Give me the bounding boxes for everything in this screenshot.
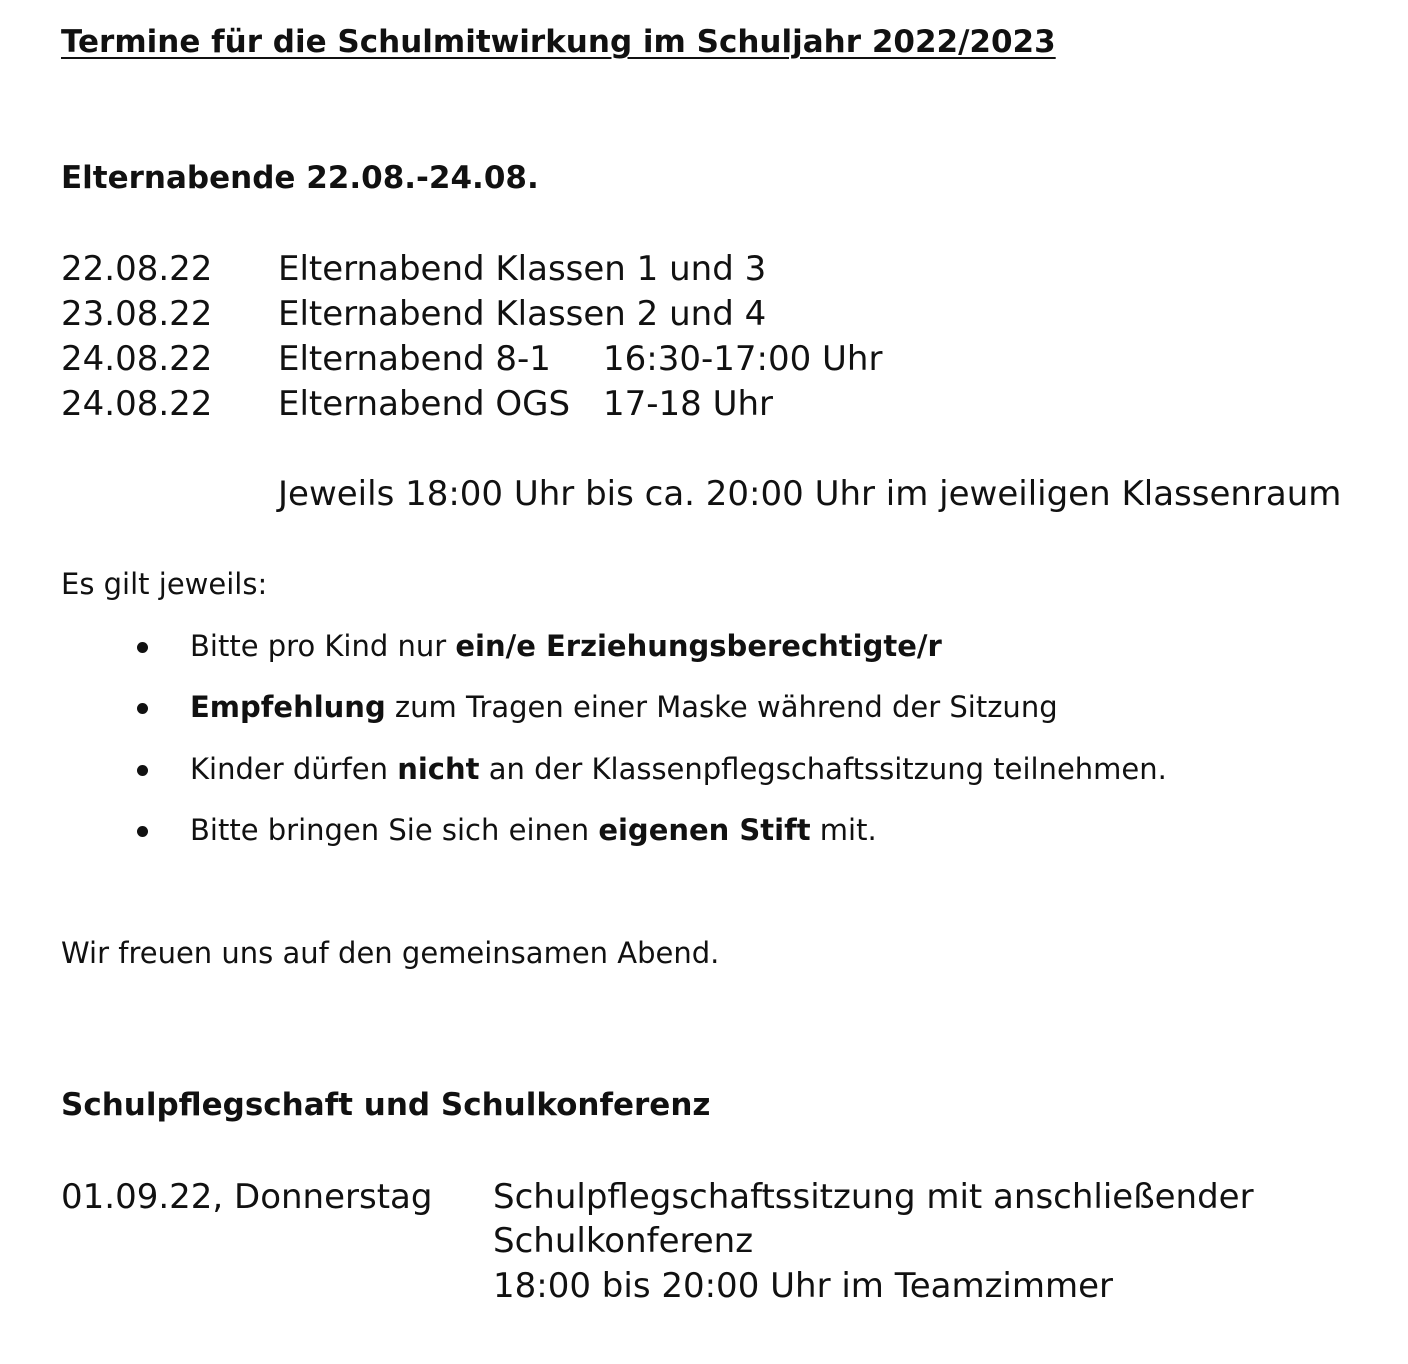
event-time: 17-18 Uhr <box>603 384 774 424</box>
event-time: 16:30-17:00 Uhr <box>603 339 883 379</box>
section-heading-elternabende: Elternabende 22.08.-24.08. <box>61 160 539 196</box>
event-date: 24.08.22 <box>61 339 213 379</box>
event-description: Elternabend Klassen 2 und 4 <box>278 294 767 334</box>
bullet-icon <box>137 642 148 653</box>
event-date: 23.08.22 <box>61 294 213 334</box>
event-date: 22.08.22 <box>61 249 213 289</box>
event-description: Elternabend 8-1 <box>278 339 551 379</box>
bullet-icon <box>137 703 148 714</box>
section-heading-schulpflegschaft: Schulpflegschaft und Schulkonferenz <box>61 1087 711 1123</box>
meeting-line: Schulpflegschaftssitzung mit anschließender <box>493 1177 1254 1217</box>
list-item-text: Bitte pro Kind nur ein/e Erziehungsberechtigte/r <box>190 629 942 663</box>
meeting-line: 18:00 bis 20:00 Uhr im Teamzimmer <box>493 1266 1114 1306</box>
meeting-date: 01.09.22, Donnerstag <box>61 1177 433 1217</box>
bullet-icon <box>137 826 148 837</box>
list-item-text: Bitte bringen Sie sich einen eigenen Stift mit. <box>190 813 877 847</box>
list-item-text: Kinder dürfen nicht an der Klassenpflegschaftssitzung teilnehmen. <box>190 752 1167 786</box>
document-title: Termine für die Schulmitwirkung im Schuljahr 2022/2023 <box>61 24 1056 60</box>
meeting-line: Schulkonferenz <box>493 1221 754 1261</box>
list-item-text: Empfehlung zum Tragen einer Maske während der Sitzung <box>190 690 1058 724</box>
event-date: 24.08.22 <box>61 384 213 424</box>
event-description: Elternabend Klassen 1 und 3 <box>278 249 767 289</box>
rules-intro: Es gilt jeweils: <box>61 567 268 601</box>
event-note: Jeweils 18:00 Uhr bis ca. 20:00 Uhr im jeweiligen Klassenraum <box>278 474 1342 514</box>
event-description: Elternabend OGS <box>278 384 571 424</box>
closing-text: Wir freuen uns auf den gemeinsamen Abend. <box>61 936 720 970</box>
bullet-icon <box>137 765 148 776</box>
